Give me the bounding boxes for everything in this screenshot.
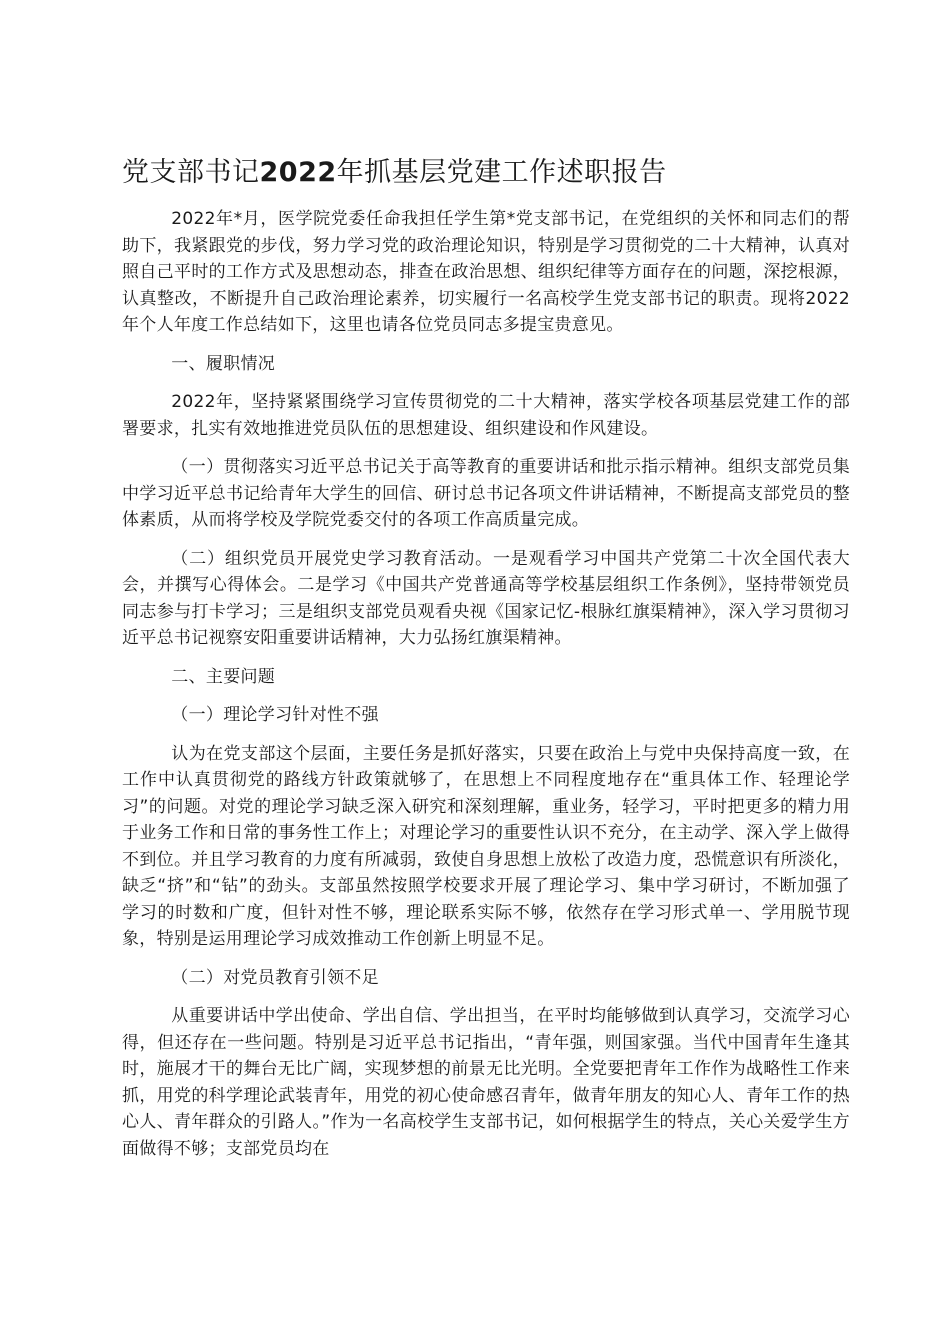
problem-paragraph-2: 从重要讲话中学出使命、学出自信、学出担当，在平时均能够做到认真学习，交流学习心得，但还存在一些问题。特别是习近平总书记指出，“青年强，则国家强。当代中国青年生逢其时，施展才干的舞台无比广阔，实现梦想的前景无比光明。全党要把青年工作作为战略性工作来抓，用党的科学理论武装青年，用党的初心使命感召青年，做青年朋友的知心人、青年工作的热心人、青年群众的引路人。”作为一名高校学生支部书记，如何根据学生的特点，关心关爱学生方面做得不够；支部党员均在 xyxy=(122,1006,850,1159)
duties-item-1: （一）贯彻落实习近平总书记关于高等教育的重要讲话和批示指示精神。组织支部党员集中学习近平总书记给青年大学生的回信、研讨总书记各项文件讲话精神，不断提高支部党员的整体素质，从而将学校及学院党委交付的各项工作高质量完成。 xyxy=(122,457,850,530)
duties-item-2: （二）组织党员开展党史学习教育活动。一是观看学习中国共产党第二十次全国代表大会，并撰写心得体会。二是学习《中国共产党普通高等学校基层组织工作条例》，坚持带领党员同志参与打卡学习；三是组织支部党员观看央视《国家记忆-根脉红旗渠精神》，深入学习贯彻习近平总书记视察安阳重要讲话精神，大力弘扬红旗渠精神。 xyxy=(122,548,850,648)
duties-paragraph: 2022年，坚持紧紧围绕学习宣传贯彻党的二十大精神，落实学校各项基层党建工作的部署要求，扎实有效地推进党员队伍的思想建设、组织建设和作风建设。 xyxy=(122,392,850,439)
document-page xyxy=(122,150,850,1174)
section-heading-problems: 二、主要问题 xyxy=(171,666,276,687)
title-year: 2022 xyxy=(259,157,337,188)
problem-paragraph-1: 认为在党支部这个层面，主要任务是抓好落实，只要在政治上与党中央保持高度一致，在工作中认真贯彻党的路线方针政策就够了，在思想上不同程度地存在“重具体工作、轻理论学习”的问题。对党的理论学习缺乏深入研究和深刻理解，重业务，轻学习，平时把更多的精力用于业务工作和日常的事务性工作上；对理论学习的重要性认识不充分，在主动学、深入学上做得不到位。并且学习教育的力度有所减弱，致使自身思想上放松了改造力度，恐慌意识有所淡化，缺乏“挤”和“钻”的劲头。支部虽然按照学校要求开展了理论学习、集中学习研讨，不断加强了学习的时数和广度，但针对性不够，理论联系实际不够，依然存在学习形式单一、学用脱节现象，特别是运用理论学习成效推动工作创新上明显不足。 xyxy=(122,743,850,949)
section-heading-duties: 一、履职情况 xyxy=(171,353,276,374)
problem-heading-2: （二）对党员教育引领不足 xyxy=(171,967,379,988)
title-suffix: 年抓基层党建工作述职报告 xyxy=(336,157,667,188)
problem-heading-1: （一）理论学习针对性不强 xyxy=(171,705,379,725)
title-prefix: 党支部书记 xyxy=(122,157,260,188)
intro-paragraph: 2022年*月，医学院党委任命我担任学生第*党支部书记，在党组织的关怀和同志们的帮助下，我紧跟党的步伐，努力学习党的政治理论知识，特别是学习贯彻党的二十大精神，认真对照自己平时的工作方式及思想动态，排查在政治思想、组织纪律等方面存在的问题，深挖根源，认真整改，不断提升自己政治理论素养，切实履行一名高校学生党支部书记的职责。现将2022年个人年度工作总结如下，这里也请各位党员同志多提宝贵意见。 xyxy=(122,209,850,335)
document-title xyxy=(122,150,850,196)
